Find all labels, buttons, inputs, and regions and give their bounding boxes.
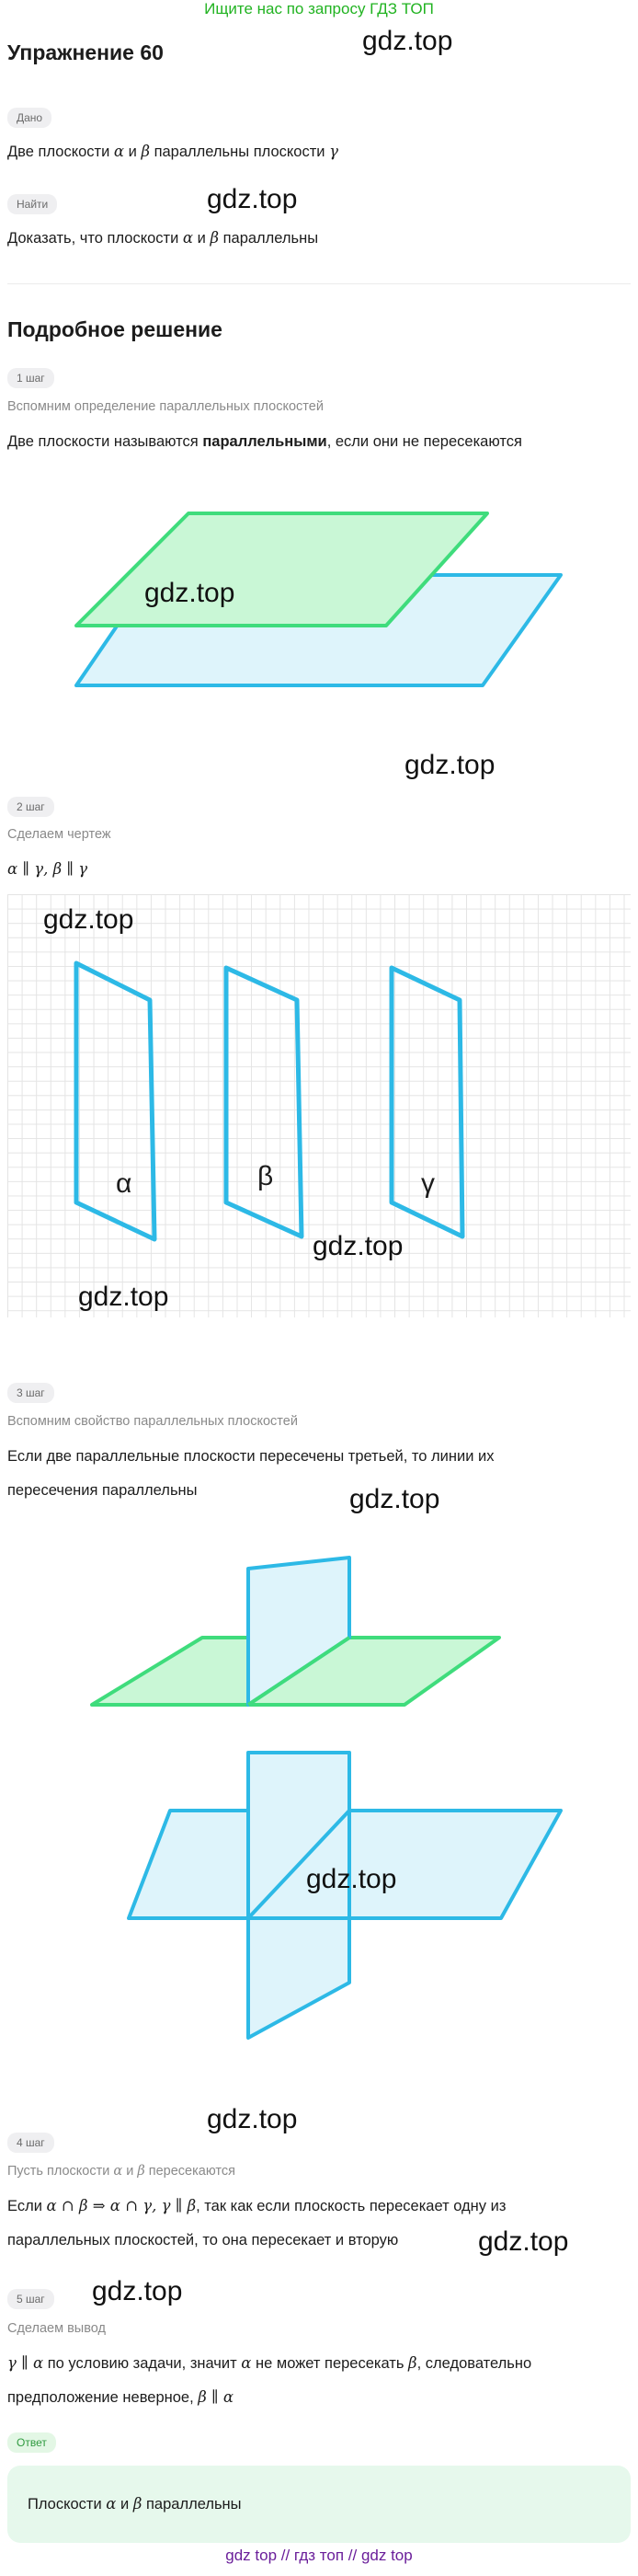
watermark: gdz.top	[404, 750, 496, 780]
step4-subtitle: Пусть плоскости α и β пересекаются	[7, 2164, 235, 2179]
step1-tag: 1 шаг	[7, 368, 54, 388]
step2-formula: α ∥ γ, β ∥ γ	[7, 860, 88, 878]
step1-text: Две плоскости называются параллельными, если они не пересекаются	[7, 433, 522, 450]
find-text: Доказать, что плоскости α и β параллельны	[7, 229, 319, 247]
step4-tag: 4 шаг	[7, 2133, 54, 2153]
answer-tag: Ответ	[7, 2432, 56, 2453]
watermark: gdz.top	[478, 2226, 569, 2257]
top-banner[interactable]: Ищите нас по запросу ГДЗ ТОП	[204, 0, 434, 17]
plane-beta	[226, 968, 302, 1236]
parallel-planes-figure	[0, 497, 638, 699]
step5-line1: γ ∥ α по условию задачи, значит α не может пересекать β, следовательно	[7, 2354, 532, 2372]
label-alpha: α	[116, 1168, 132, 1199]
watermark: gdz.top	[78, 1282, 169, 1312]
step1-subtitle: Вспомним определение параллельных плоскостей	[7, 399, 324, 414]
watermark: gdz.top	[207, 184, 298, 214]
given-text: Две плоскости α и β параллельны плоскости γ	[7, 143, 338, 160]
watermark: gdz.top	[207, 2104, 298, 2134]
watermark: gdz.top	[306, 1864, 397, 1894]
footer-links[interactable]: gdz top // гдз топ // gdz top	[225, 2547, 413, 2564]
plane-cutting-lower	[248, 1918, 349, 2038]
step5-tag: 5 шаг	[7, 2289, 54, 2309]
step4-line1: Если α ∩ β ⇒ α ∩ γ, γ ∥ β, так как если плоскость пересекает одну из	[7, 2197, 507, 2214]
label-gamma: γ	[421, 1168, 435, 1199]
intersecting-planes-figure	[0, 1546, 638, 2134]
step3-line1: Если две параллельные плоскости пересечены третьей, то линии их	[7, 1448, 495, 1465]
step2-tag: 2 шаг	[7, 797, 54, 817]
step3-subtitle: Вспомним свойство параллельных плоскостей	[7, 1414, 298, 1429]
find-tag: Найти	[7, 194, 57, 214]
watermark: gdz.top	[313, 1231, 404, 1261]
watermark: gdz.top	[362, 26, 453, 56]
watermark: gdz.top	[349, 1484, 440, 1514]
step3-line2: пересечения параллельны	[7, 1482, 198, 1499]
watermark: gdz.top	[43, 904, 134, 935]
step5-subtitle: Сделаем вывод	[7, 2321, 106, 2336]
watermark: gdz.top	[92, 2276, 183, 2306]
step5-line2: предположение неверное, β ∥ α	[7, 2388, 234, 2406]
step2-subtitle: Сделаем чертеж	[7, 827, 111, 842]
watermark: gdz.top	[144, 578, 235, 608]
page-title: Упражнение 60	[7, 40, 164, 64]
step4-line2: параллельных плоскостей, то она пересекает и вторую	[7, 2232, 399, 2248]
given-tag: Дано	[7, 108, 51, 128]
solution-title: Подробное решение	[7, 317, 222, 341]
step3-tag: 3 шаг	[7, 1383, 54, 1403]
answer-text: Плоскости α и β параллельны	[28, 2495, 242, 2513]
label-beta: β	[257, 1161, 274, 1191]
divider	[7, 283, 631, 284]
